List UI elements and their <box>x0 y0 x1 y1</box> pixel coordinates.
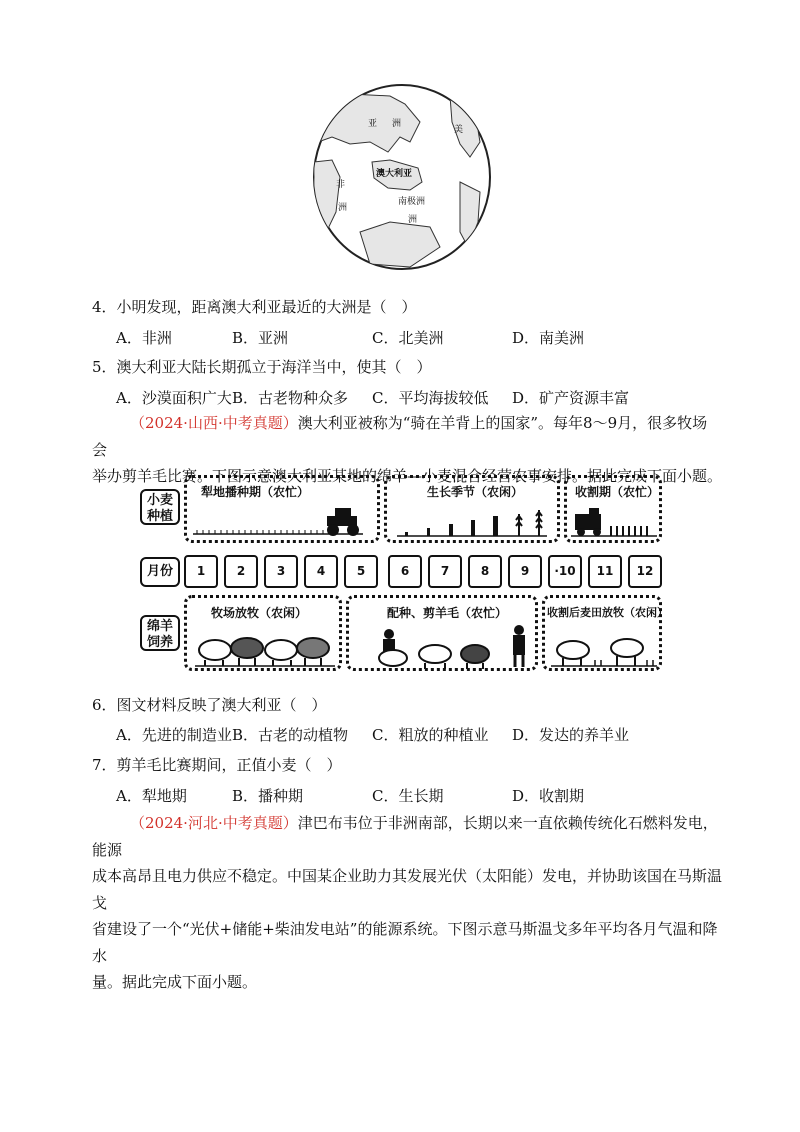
month-cell: 3 <box>264 555 298 588</box>
q4-option-d: D．南美洲 <box>512 329 585 347</box>
globe-label: 南极 <box>398 197 417 207</box>
month-cell: ·10 <box>548 555 582 588</box>
row-label-wheat: 小麦种植 <box>140 489 180 525</box>
globe-label: 非 <box>336 180 346 190</box>
wheat-box-sowing: 犁地播种期（农忙） <box>184 475 380 543</box>
material-paragraph-2 <box>92 810 722 996</box>
farming-schedule-figure <box>140 475 668 675</box>
wheat-box-harvest: 收割期（农忙） <box>564 475 662 543</box>
south-america-landmass <box>460 182 480 247</box>
paragraph-text: 澳大利亚被称为“骑在羊背上的国家”。每年8～9月，很多牧场会 <box>92 414 708 459</box>
tractor-icon <box>193 500 373 538</box>
q6-option-b: B．古老的动植物 <box>232 726 349 744</box>
sheep-box-stubble-grazing: 收割后麦田放牧（农闲） <box>542 595 662 671</box>
paragraph-text: 津巴布韦位于非洲南部，长期以来一直依赖传统化石燃料发电，能源 <box>92 814 718 859</box>
q6-option-c: C．粗放的种植业 <box>372 726 489 744</box>
q5-option-a: A．沙漠面积广大 <box>116 389 232 407</box>
wheat-growth-icon <box>397 502 557 538</box>
q6-option-d: D．发达的养羊业 <box>512 726 630 744</box>
paragraph-text: 举办剪羊毛比赛。下图示意澳大利亚某地的绵羊—小麦混合经营农事安排。据此完成下面小题。 <box>92 467 723 485</box>
q4-option-b: B．亚洲 <box>232 329 289 347</box>
sheep-stubble-icon <box>551 628 659 668</box>
q5-option-d: D．矿产资源丰富 <box>512 389 630 407</box>
paragraph-text: 成本高昂且电力供应不稳定。中国某企业助力其发展光伏（太阳能）发电，并协助该国在马斯温戈 <box>92 867 723 912</box>
shearing-icon <box>359 624 535 670</box>
paragraph-text: 量。据此完成下面小题。 <box>92 973 258 991</box>
month-cell: 1 <box>184 555 218 588</box>
q4-stem: 4．小明发现，距离澳大利亚最近的大洲是（ ） <box>92 298 417 316</box>
sheep-box-grazing: 牧场放牧（农闲） <box>184 595 342 671</box>
month-cell: 9 <box>508 555 542 588</box>
month-cell: 7 <box>428 555 462 588</box>
globe-label: 美 <box>454 125 464 135</box>
month-cell: 2 <box>224 555 258 588</box>
wheat-box-growing: 生长季节（农闲） <box>384 475 560 543</box>
month-cell: 6 <box>388 555 422 588</box>
globe-label: 洲 <box>392 119 402 129</box>
q5-stem: 5．澳大利亚大陆长期孤立于海洋当中，使其（ ） <box>92 358 432 376</box>
paragraph-text: 省建设了一个“光伏+储能+柴油发电站”的能源系统。下图示意马斯温戈多年平均各月气温和降水 <box>92 920 718 965</box>
month-cell: 12 <box>628 555 662 588</box>
source-tag: （2024·河北·中考真题） <box>130 814 298 832</box>
q6-option-a: A．先进的制造业 <box>116 726 232 744</box>
q7-stem: 7．剪羊毛比赛期间，正值小麦（ ） <box>92 756 342 774</box>
month-cell: 4 <box>304 555 338 588</box>
q4-option-c: C．北美洲 <box>372 329 444 347</box>
globe-label: 洲 <box>416 197 426 207</box>
q7-option-d: D．收割期 <box>512 787 585 805</box>
globe-label: 澳大利亚 <box>376 169 413 179</box>
month-cell: 8 <box>468 555 502 588</box>
globe-label: 洲 <box>338 203 348 213</box>
source-tag: （2024·山西·中考真题） <box>130 414 298 432</box>
globe-map <box>310 82 494 272</box>
harvester-icon <box>571 502 659 538</box>
row-label-month: 月份 <box>140 557 180 587</box>
q7-option-a: A．犁地期 <box>116 787 187 805</box>
q6-stem: 6．图文材料反映了澳大利亚（ ） <box>92 696 327 714</box>
row-label-sheep: 绵羊饲养 <box>140 615 180 651</box>
q5-option-c: C．平均海拔较低 <box>372 389 489 407</box>
q4-option-a: A．非洲 <box>116 329 172 347</box>
month-cell: 11 <box>588 555 622 588</box>
sheep-flock-icon <box>195 626 335 668</box>
q7-option-b: B．播种期 <box>232 787 304 805</box>
q7-option-c: C．生长期 <box>372 787 444 805</box>
globe-label: 亚 <box>368 119 378 129</box>
q5-option-b: B．古老物种众多 <box>232 389 349 407</box>
sheep-box-breeding: 配种、剪羊毛（农忙） <box>346 595 538 671</box>
globe-label: 洲 <box>408 215 418 225</box>
month-cell: 5 <box>344 555 378 588</box>
